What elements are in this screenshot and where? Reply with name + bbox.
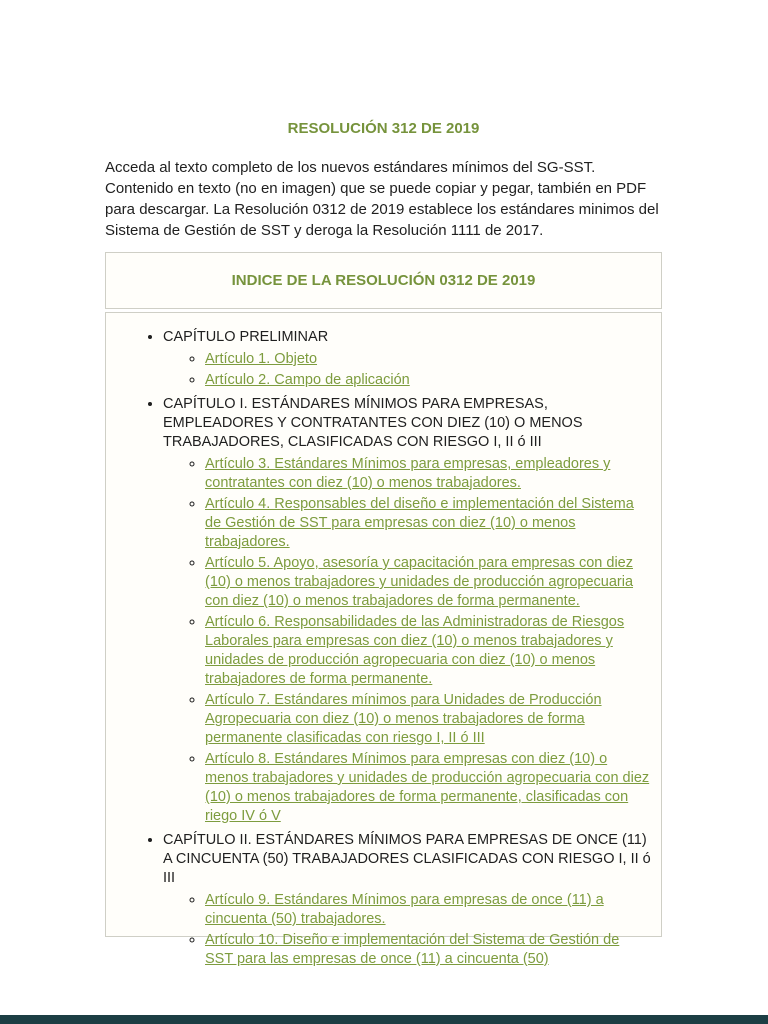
chapter-label: CAPÍTULO I. ESTÁNDARES MÍNIMOS PARA EMPRESAS, EMPLEADORES Y CONTRATANTES CON DIEZ (10) O MENOS TRABAJADORES, CLASIFICADAS CON RIESGO I, II ó III (163, 396, 583, 450)
article-item (205, 349, 651, 370)
article-link[interactable]: Artículo 9. Estándares Mínimos para empresas de once (11) a cincuenta (50) trabajadores. (205, 892, 604, 927)
article-item (205, 370, 651, 391)
article-list (163, 454, 651, 827)
page-title: RESOLUCIÓN 312 DE 2019 (287, 120, 480, 137)
index-list (106, 327, 651, 973)
article-list (163, 890, 651, 970)
article-item (205, 749, 651, 827)
intro-paragraph: Acceda al texto completo de los nuevos estándares mínimos del SG-SST. Contenido en texto (no en imagen) que se puede copiar y pegar, también en PDF para descargar. La Resolución 0312 de 2019 establece los estándares minimos del Sistema de Gestión de SST y deroga la Resolución 1111 de 2017. (105, 159, 659, 239)
chapter-item (163, 394, 651, 830)
article-link[interactable]: Artículo 3. Estándares Mínimos para empresas, empleadores y contratantes con diez (10) o menos trabajadores. (205, 456, 611, 491)
chapter-item (163, 327, 651, 394)
article-item (205, 612, 651, 690)
article-item (205, 494, 651, 553)
article-link[interactable]: Artículo 4. Responsables del diseño e implementación del Sistema de Gestión de SST para empresas con diez (10) o menos trabajadores. (205, 496, 634, 550)
viewer-footer-bar (0, 1015, 768, 1024)
article-list (163, 349, 651, 391)
article-link[interactable]: Artículo 10. Diseño e implementación del Sistema de Gestión de SST para las empresas de once (11) a cincuenta (50) (205, 932, 620, 967)
article-link[interactable]: Artículo 5. Apoyo, asesoría y capacitación para empresas con diez (10) o menos trabajadores y unidades de producción agropecuaria con diez (10) o menos trabajadores de forma permanente. (205, 555, 634, 609)
chapter-item (163, 830, 651, 973)
article-link[interactable]: Artículo 1. Objeto (205, 351, 318, 367)
article-item (205, 890, 651, 930)
index-body-box (105, 312, 662, 967)
article-link[interactable]: Artículo 2. Campo de aplicación (205, 372, 410, 388)
index-header-box (105, 252, 662, 309)
chapter-label: CAPÍTULO PRELIMINAR (163, 329, 329, 345)
chapter-label: CAPÍTULO II. ESTÁNDARES MÍNIMOS PARA EMPRESAS DE ONCE (11) A CINCUENTA (50) TRABAJADORES CLASIFICADAS CON RIESGO I, II ó III (163, 832, 651, 886)
article-link[interactable]: Artículo 6. Responsabilidades de las Administradoras de Riesgos Laborales para empresas con diez (10) o menos trabajadores y unidades de producción agropecuaria con diez (10) o menos trabajadores de forma permanente. (205, 614, 625, 687)
index-title: INDICE DE LA RESOLUCIÓN 0312 DE 2019 (231, 272, 536, 289)
article-item (205, 930, 651, 970)
article-link[interactable]: Artículo 8. Estándares Mínimos para empresas con diez (10) o menos trabajadores y unidades de producción agropecuaria con diez (10) o menos trabajadores de forma permanente, clasificadas con riego IV ó V (205, 751, 650, 824)
article-item (205, 690, 651, 749)
article-item (205, 553, 651, 612)
article-link[interactable]: Artículo 7. Estándares mínimos para Unidades de Producción Agropecuaria con diez (10) o menos trabajadores de forma permanente clasificadas con riesgo I, II ó III (205, 692, 602, 746)
article-item (205, 454, 651, 494)
